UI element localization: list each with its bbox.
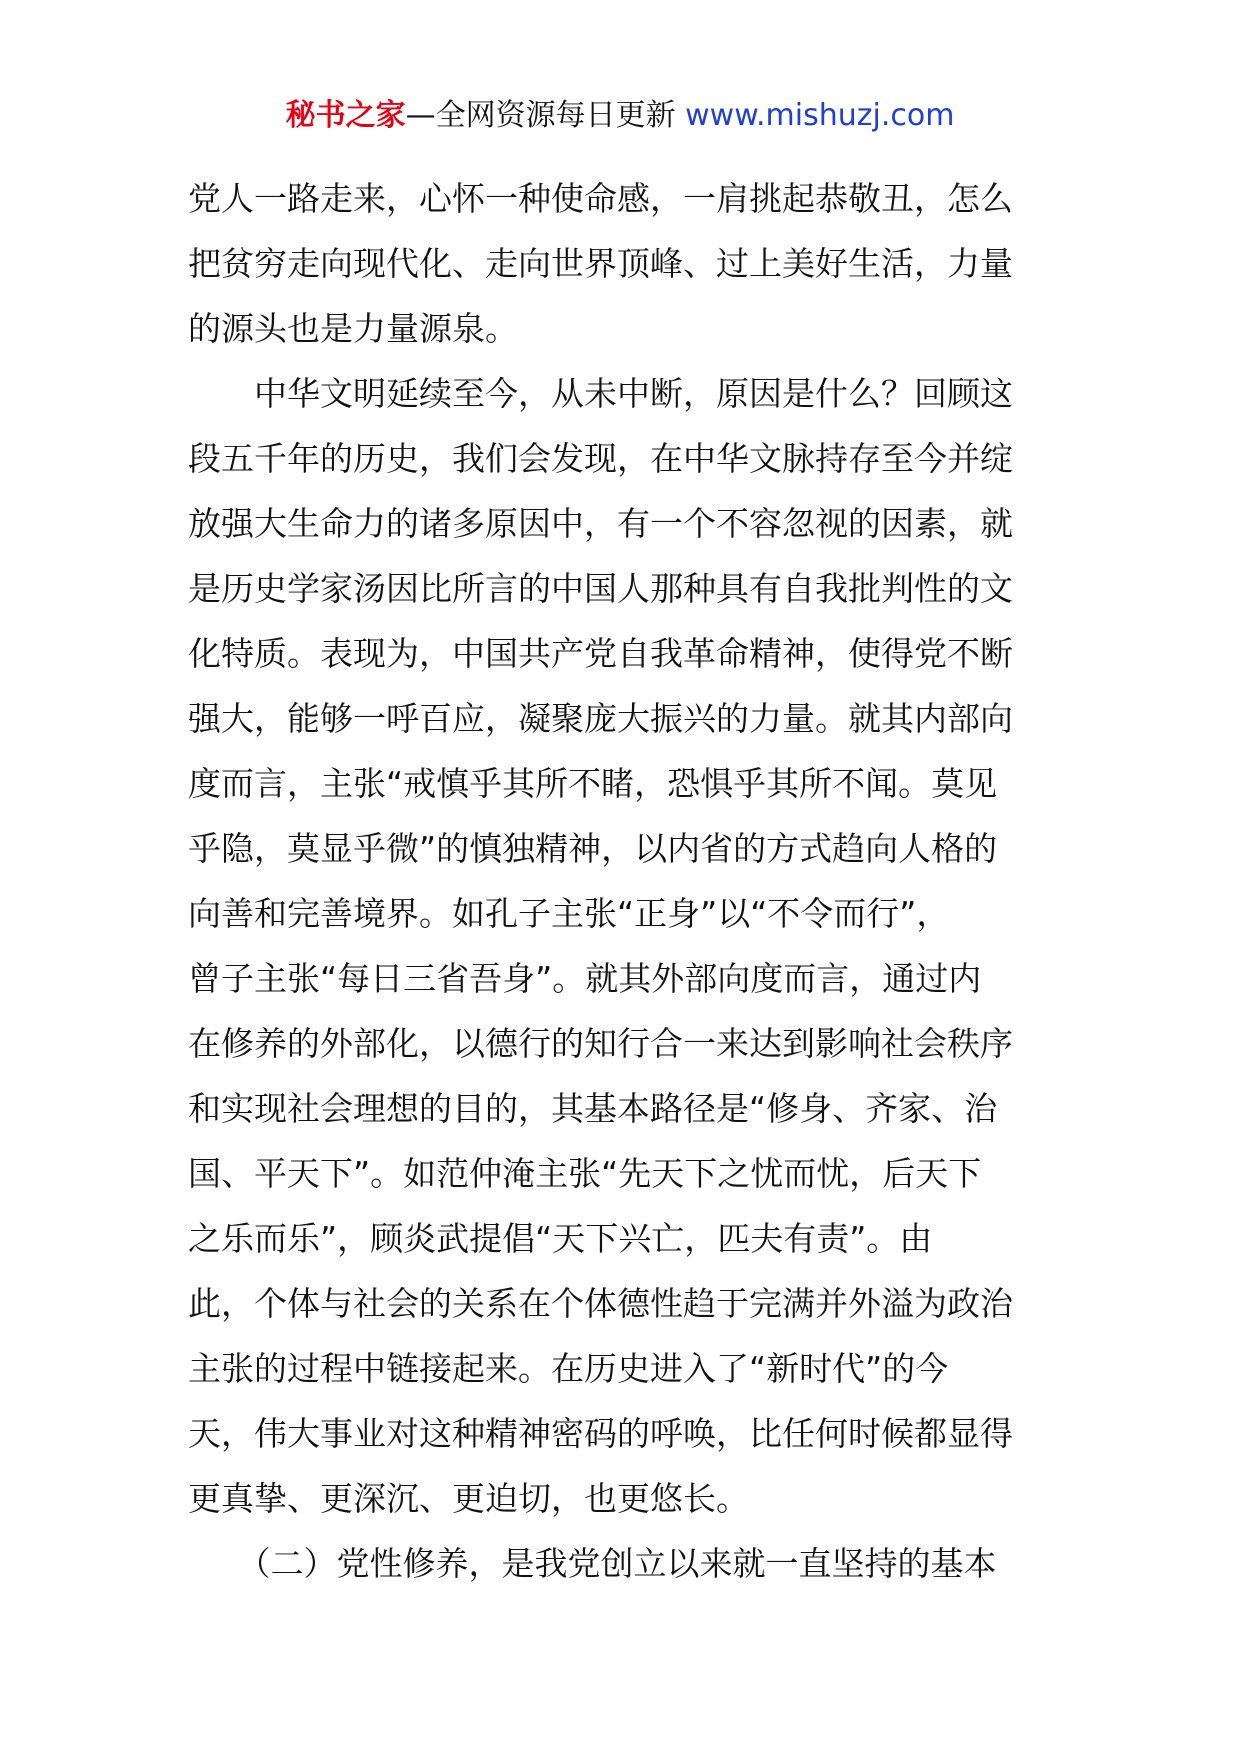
text-line: 向善和完善境界。如孔子主张“正身”以“不令而行”， xyxy=(188,894,950,933)
text-line: 化特质。表现为，中国共产党自我革命精神，使得党不断 xyxy=(188,634,1013,673)
text-line: 把贫穷走向现代化、走向世界顶峰、过上美好生活，力量 xyxy=(188,244,1013,283)
text-line: 国、平天下”。如范仲淹主张“先天下之忧而忧，后天下 xyxy=(188,1154,982,1193)
page-header xyxy=(0,96,1240,136)
text-line: 段五千年的历史，我们会发现，在中华文脉持存至今并绽 xyxy=(188,439,1013,478)
website-link[interactable]: www.mishuzj.com xyxy=(685,98,955,133)
text-line: 乎隐，莫显乎微”的慎独精神，以内省的方式趋向人格的 xyxy=(188,829,998,868)
text-line: 此，个体与社会的关系在个体德性趋于完满并外溢为政治 xyxy=(188,1284,1013,1323)
text-line: 的源头也是力量源泉。 xyxy=(188,309,518,348)
header-tagline: —全网资源每日更新 xyxy=(405,98,676,133)
text-line: 和实现社会理想的目的，其基本路径是“修身、齐家、治 xyxy=(188,1089,998,1128)
brand-name: 秘书之家 xyxy=(285,98,406,133)
text-line: 主张的过程中链接起来。在历史进入了“新时代”的今 xyxy=(188,1349,949,1388)
text-line: 更真挚、更深沉、更迫切，也更悠长。 xyxy=(188,1479,749,1518)
text-line: 强大，能够一呼百应，凝聚庞大振兴的力量。就其内部向 xyxy=(188,699,1013,738)
text-line: 度而言，主张“戒慎乎其所不睹，恐惧乎其所不闻。莫见 xyxy=(188,764,998,803)
text-line: 曾子主张“每日三省吾身”。就其外部向度而言，通过内 xyxy=(188,959,982,998)
text-line: 是历史学家汤因比所言的中国人那种具有自我批判性的文 xyxy=(188,569,1013,608)
text-line: 放强大生命力的诸多原因中，有一个不容忽视的因素，就 xyxy=(188,504,1013,543)
text-line: 之乐而乐”，顾炎武提倡“天下兴亡，匹夫有责”。由 xyxy=(188,1219,933,1258)
text-line: 党人一路走来，心怀一种使命感，一肩挑起恭敬丑，怎么 xyxy=(188,179,1013,218)
text-line: 在修养的外部化，以德行的知行合一来达到影响社会秩序 xyxy=(188,1024,1013,1063)
text-line: （二）党性修养，是我党创立以来就一直坚持的基本 xyxy=(188,1544,997,1583)
text-line: 中华文明延续至今，从未中断，原因是什么？回顾这 xyxy=(188,374,1013,413)
document-body xyxy=(188,166,1056,1596)
text-line: 天，伟大事业对这种精神密码的呼唤，比任何时候都显得 xyxy=(188,1414,1013,1453)
